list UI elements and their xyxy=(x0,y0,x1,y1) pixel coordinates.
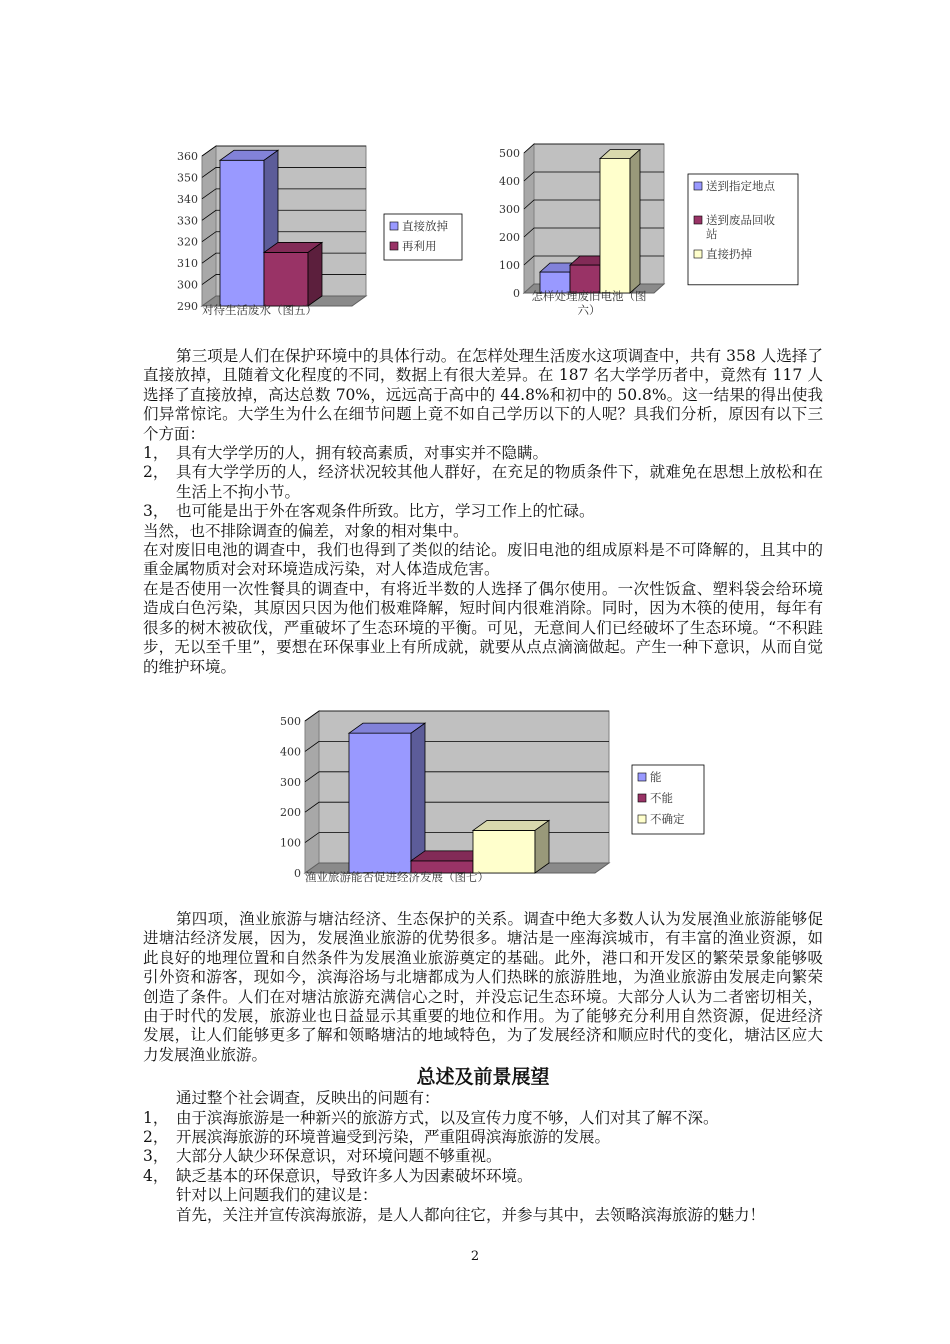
page-number: 2 xyxy=(470,1249,480,1264)
chart-title: 怎样处理废旧电池（图 xyxy=(531,289,647,303)
reason-list xyxy=(143,444,823,522)
y-tick-label: 100 xyxy=(280,836,301,850)
plot-side-wall xyxy=(305,711,319,873)
bar xyxy=(600,159,630,293)
list-item xyxy=(143,1167,823,1186)
plot-side-wall xyxy=(202,146,216,306)
chart-fig7-svg xyxy=(275,695,715,895)
legend-swatch xyxy=(638,815,646,823)
y-tick-label: 340 xyxy=(177,192,198,206)
y-tick-label: 200 xyxy=(280,806,301,820)
chart-title: 渔业旅游能否促进经济发展（图七） xyxy=(305,870,489,884)
list-item xyxy=(143,1109,823,1128)
list-text: 大部分人缺少环保意识，对环境问题不够重视。 xyxy=(176,1147,502,1166)
list-text: 由于滨海旅游是一种新兴的旅游方式，以及宣传力度不够，人们对其了解不深。 xyxy=(176,1108,719,1127)
y-tick-label: 300 xyxy=(280,775,301,789)
legend-swatch xyxy=(638,794,646,802)
chart-title: 六） xyxy=(577,303,601,317)
bar-side xyxy=(308,242,322,306)
list-text: 也可能是出于外在客观条件所致。比方，学习工作上的忙碌。 xyxy=(176,502,595,521)
legend-label: 再利用 xyxy=(402,239,437,253)
paragraph-tableware: 在是否使用一次性餐具的调查中，有将近半数的人选择了偶尔使用。一次性饭盒、塑料袋会给环境造成白色污染，其原因只因为他们极难降解，短时间内很难消除。同时，因为木筷的使用，每年有很多的树木被砍伐，严重破坏了生态环境的平衡。可见，无意间人们已经破坏了生态环境。“不积跬步，无以至千里”，要想在环保事业上有所成就，就要从点点滴滴做起。产生一种下意识，从而自觉的维护环境。 xyxy=(143,579,823,676)
bar xyxy=(349,733,411,873)
plot-side-wall xyxy=(524,144,534,293)
legend-swatch xyxy=(390,242,398,250)
list-number: 1， xyxy=(143,1108,169,1127)
y-tick-label: 300 xyxy=(499,203,520,216)
legend-swatch xyxy=(638,773,646,781)
text-block-2 xyxy=(143,910,823,1225)
legend-swatch xyxy=(694,250,702,258)
list-text: 缺乏基本的环保意识，导致许多人为因素破坏环境。 xyxy=(176,1166,533,1185)
list-text: 具有大学学历的人，经济状况较其他人群好，在充足的物质条件下，就难免在思想上放松和在生活上不拘小节。 xyxy=(176,463,823,501)
legend-label: 送到废品回收 xyxy=(706,213,775,227)
chart-fig5 xyxy=(150,128,480,328)
y-tick-label: 0 xyxy=(294,867,301,880)
paragraph-problems-intro: 通过整个社会调查，反映出的问题有： xyxy=(176,1089,440,1108)
list-text: 开展滨海旅游的环境普遍受到污染，严重阻碍滨海旅游的发展。 xyxy=(176,1128,611,1147)
list-number: 4， xyxy=(143,1166,169,1185)
chart-title: 对待生活废水（图五） xyxy=(202,303,317,317)
list-number: 2， xyxy=(143,1128,169,1147)
list-item xyxy=(143,502,823,521)
list-item xyxy=(143,1128,823,1147)
legend-label: 能 xyxy=(650,770,662,784)
y-tick-label: 290 xyxy=(177,300,198,313)
chart-fig5-svg xyxy=(150,128,480,328)
chart-fig6-svg xyxy=(480,128,810,328)
y-tick-label: 500 xyxy=(499,147,520,160)
y-tick-label: 100 xyxy=(499,259,520,272)
list-number: 3， xyxy=(143,1147,169,1166)
bar-side xyxy=(411,723,425,873)
legend-label: 直接放掉 xyxy=(402,219,448,233)
legend-swatch xyxy=(694,216,702,224)
bar-side xyxy=(630,150,640,293)
list-number: 2， xyxy=(143,463,169,482)
y-tick-label: 300 xyxy=(177,278,198,292)
list-text: 具有大学学历的人，拥有较高素质，对事实并不隐瞒。 xyxy=(176,444,549,463)
list-item xyxy=(143,444,823,463)
legend-swatch xyxy=(694,182,702,190)
legend-label: 不能 xyxy=(650,791,673,805)
y-tick-label: 320 xyxy=(177,235,198,249)
y-tick-label: 0 xyxy=(513,287,520,300)
y-tick-label: 400 xyxy=(280,745,301,759)
y-tick-label: 330 xyxy=(177,214,198,228)
problem-list xyxy=(143,1109,823,1187)
text-block-1 xyxy=(143,347,823,677)
y-tick-label: 200 xyxy=(499,231,520,244)
chart-fig7 xyxy=(275,695,715,895)
list-number: 3， xyxy=(143,502,169,521)
legend-label: 直接扔掉 xyxy=(706,247,752,261)
chart-fig6 xyxy=(480,128,810,328)
bar xyxy=(220,160,264,306)
list-item xyxy=(143,463,823,502)
paragraph-third-item: 第三项是人们在保护环境中的具体行动。在怎样处理生活废水这项调查中，共有 358 人选择了直接放掉，且随着文化程度的不同，数据上有很大差异。在 187 名大学学历者中，竟然有 117 人选择了直接放掉，高达总数 70%，远远高于高中的 44.8%和初中的 50.8%。这一结果的得出使我们异常惊诧。大学生为什么在细节问题上竟不如自己学历以下的人呢？具我们分析，原因有以下三个方面： xyxy=(143,347,823,443)
list-item xyxy=(143,1147,823,1166)
bar xyxy=(264,252,308,306)
y-tick-label: 400 xyxy=(499,175,520,188)
y-tick-label: 500 xyxy=(280,715,301,728)
bar xyxy=(473,830,535,873)
legend-label: 不确定 xyxy=(650,812,685,826)
paragraph-battery: 在对废旧电池的调查中，我们也得到了类似的结论。废旧电池的组成原料是不可降解的，且其中的重金属物质对会对环境造成污染，对人体造成危害。 xyxy=(143,541,823,579)
paragraph-first-suggestion: 首先，关注并宣传滨海旅游，是人人都向往它，并参与其中，去领略滨海旅游的魅力！ xyxy=(176,1205,766,1224)
legend-label: 送到指定地点 xyxy=(706,179,775,193)
list-number: 1， xyxy=(143,444,169,463)
legend-swatch xyxy=(390,222,398,230)
paragraph-bias: 当然，也不排除调查的偏差，对象的相对集中。 xyxy=(143,521,469,540)
legend-label: 站 xyxy=(706,227,718,241)
y-tick-label: 360 xyxy=(177,150,198,163)
y-tick-label: 350 xyxy=(177,171,198,185)
section-heading: 总述及前景展望 xyxy=(416,1066,550,1089)
paragraph-fourth-item: 第四项，渔业旅游与塘沽经济、生态保护的关系。调查中绝大多数人认为发展渔业旅游能够促进塘沽经济发展，因为，发展渔业旅游的优势很多。塘沽是一座海滨城市，有丰富的渔业资源，如此良好的地理位置和自然条件为发展渔业旅游奠定的基础。此外，港口和开发区的繁荣景象能够吸引外资和游客，现如今，滨海浴场与北塘都成为人们热眯的旅游胜地，为渔业旅游由发展走向繁荣创造了条件。人们在对塘沽旅游充满信心之时，并没忘记生态环境。大部分人认为二者密切相关，由于时代的发展，旅游业也日益显示其重要的地位和作用。为了能够充分利用自然资源，促进经济发展，让人们能够更多了解和领略塘沽的地域特色，为了发展经济和顺应时代的变化，塘沽区应大力发展渔业旅游。 xyxy=(143,910,823,1064)
y-tick-label: 310 xyxy=(177,257,198,271)
paragraph-suggestion-intro: 针对以上问题我们的建议是： xyxy=(176,1186,378,1205)
